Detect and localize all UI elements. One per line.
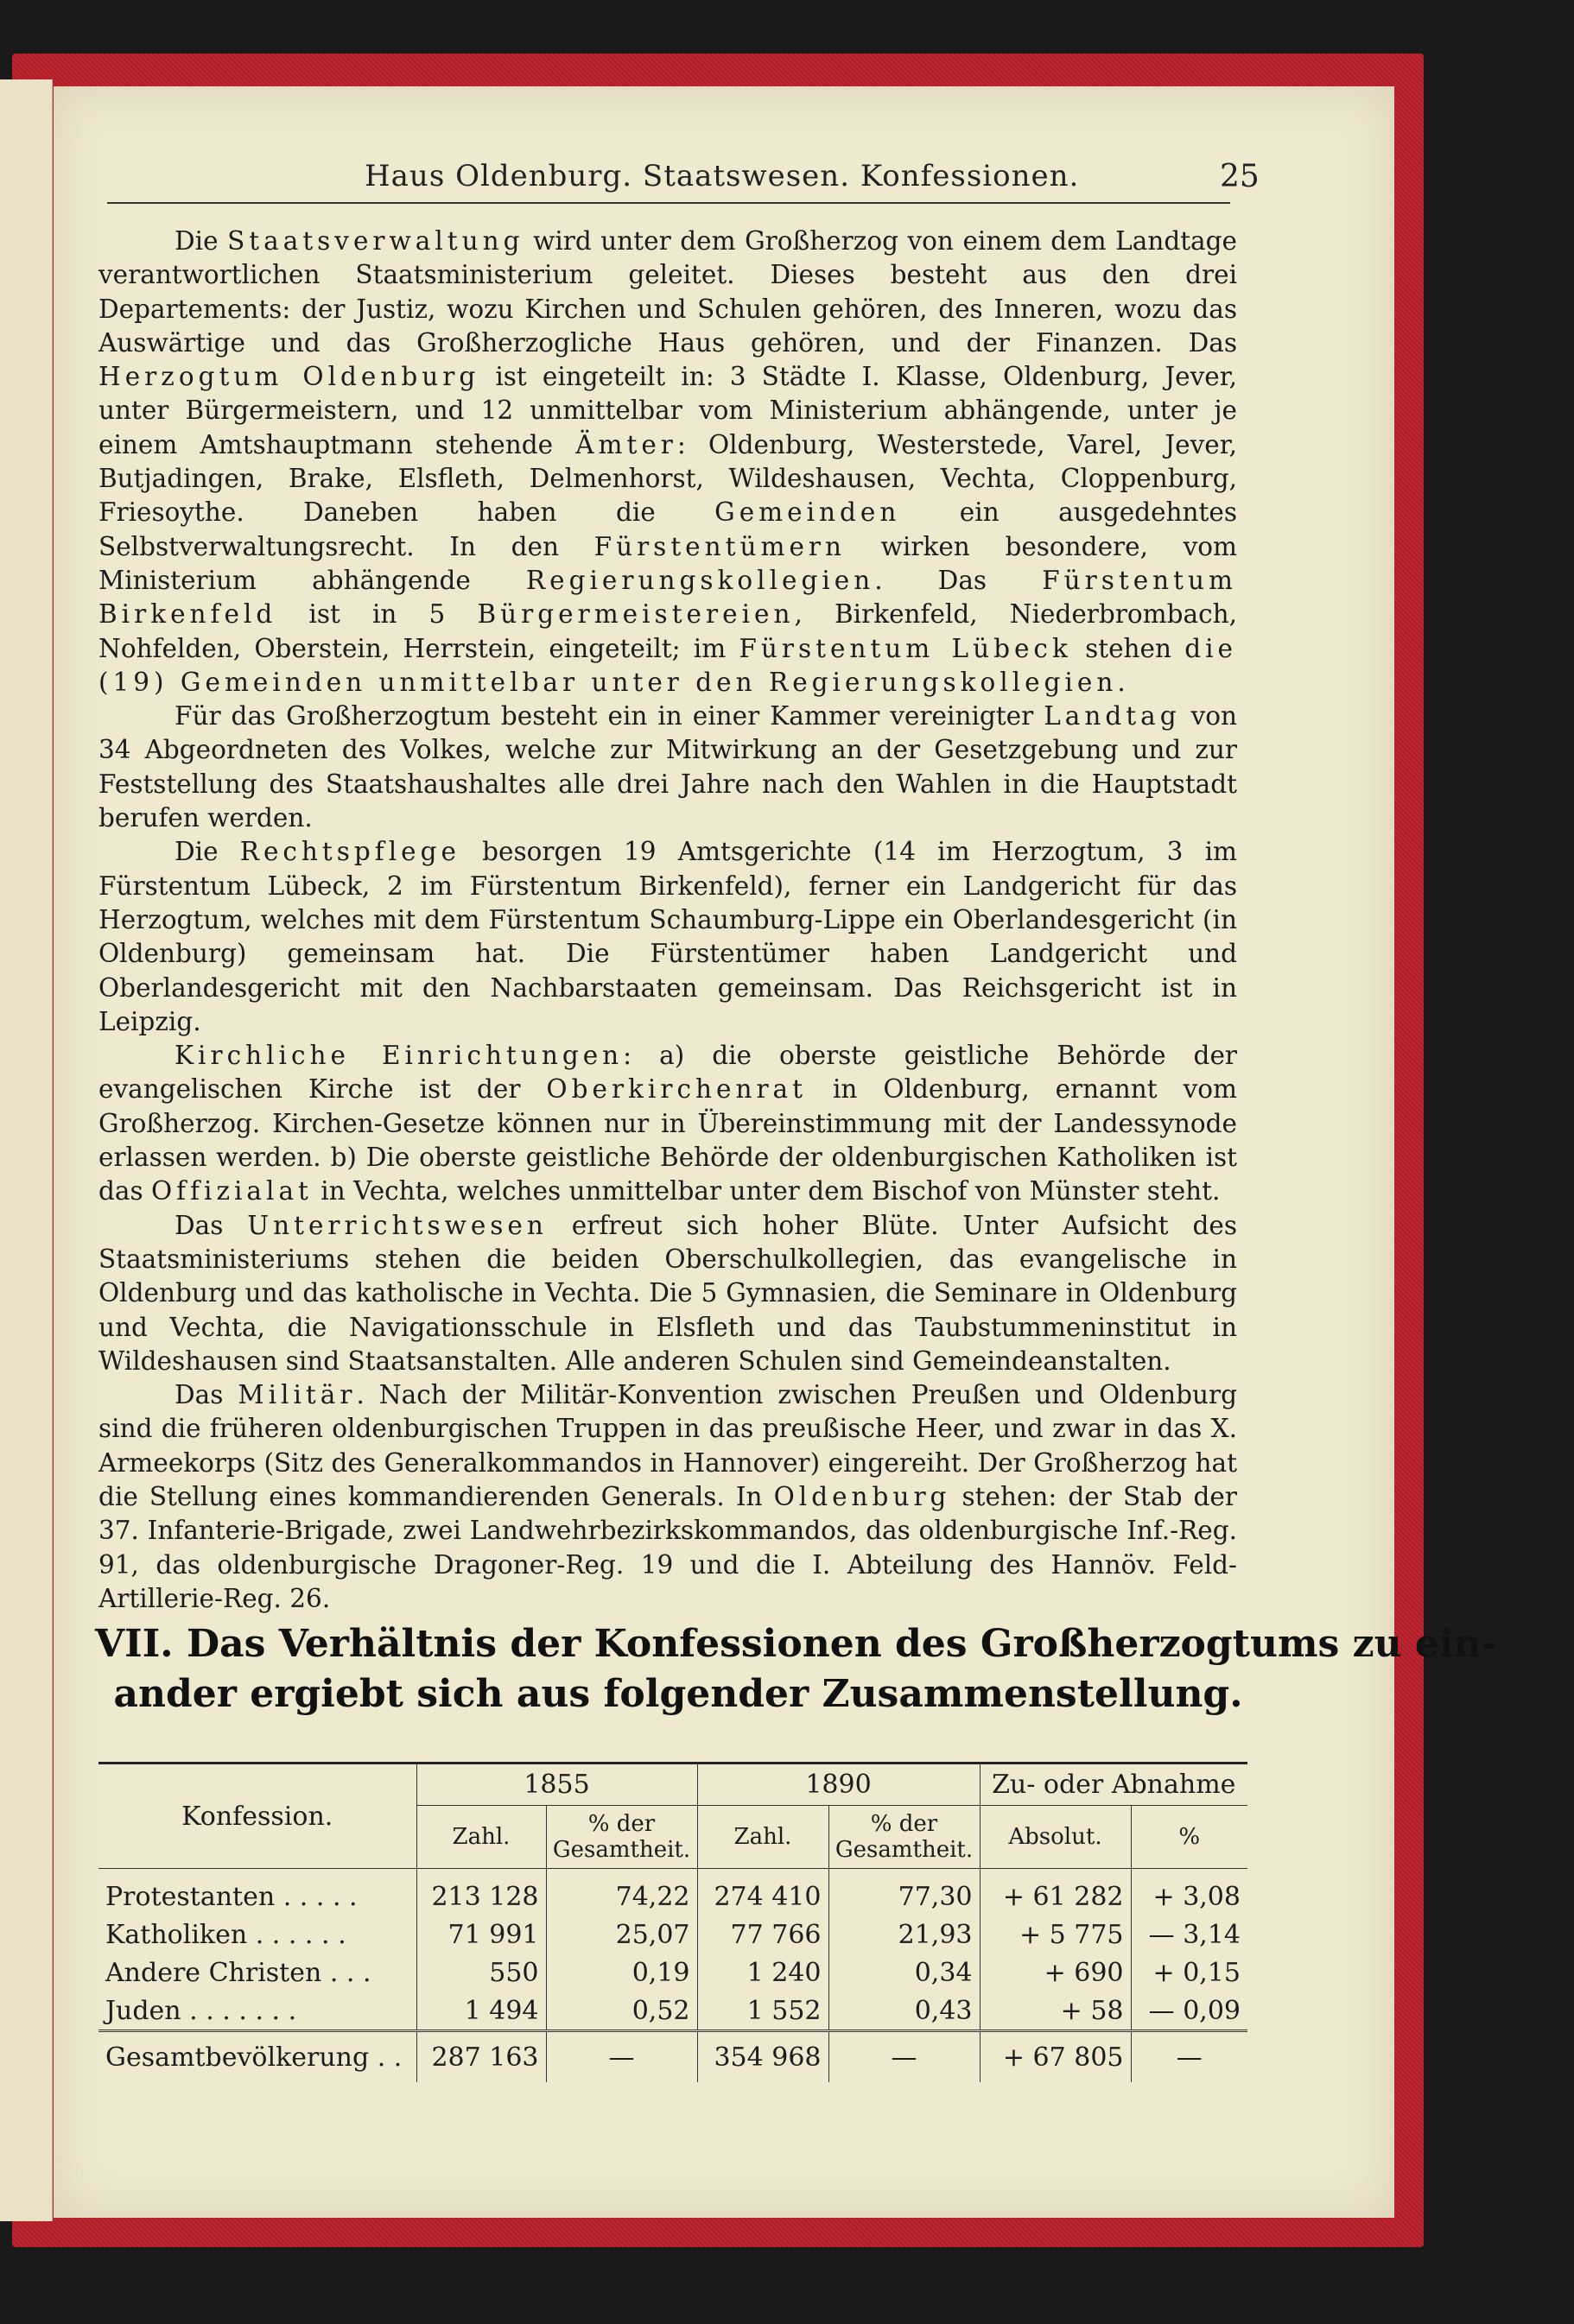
- paragraph: [98, 1378, 1237, 1616]
- text-run: Das: [175, 1210, 248, 1240]
- text-run: : Oldenburg, Westerstede, Varel, Jever, Butjadingen, Brake, Elsfleth, Delmenhorst, Wildeshausen, Vechta, Cloppenburg, Friesoythe. Daneben haben die: [98, 429, 1237, 528]
- text-run: : a) die oberste geistliche Behörde der evangelischen Kirche ist der: [98, 1041, 1238, 1105]
- text-run: Das: [175, 1380, 238, 1410]
- cell-n1855: 1 494: [416, 1992, 546, 2031]
- spaced-emphasis: Fürstentum Lübeck: [739, 633, 1072, 663]
- text-run: wird unter dem Großherzog von einem dem Landtage verantwortlichen Staatsministerium geleitet. Dieses besteht aus den drei Departements: der Justiz, wozu Kirchen und Schulen gehören, des Inneren, wozu das Auswärtige und das Großherzogliche Haus gehören, und der Finanzen. Das: [98, 226, 1237, 358]
- col-1855-zahl: Zahl.: [416, 1806, 546, 1869]
- section-number: VII.: [95, 1622, 174, 1666]
- spaced-emphasis: Kirchliche Einrichtungen: [175, 1041, 624, 1071]
- spaced-emphasis: Oldenburg: [773, 1481, 951, 1511]
- text-run: Für das Großherzogtum besteht ein in einer Kammer vereinigter: [175, 701, 1044, 731]
- spaced-emphasis: Herzogtum Oldenburg: [98, 362, 480, 392]
- section-heading: [95, 1619, 1497, 1719]
- paragraph: [98, 1209, 1237, 1378]
- text-run: , Birkenfeld, Niederbrombach, Nohfelden, Oberstein, Herrstein, eingeteilt; im: [98, 599, 1237, 663]
- col-1890-pct: % der Gesamtheit.: [828, 1806, 980, 1869]
- cell-abs: + 58: [980, 1992, 1131, 2031]
- cell-n1855: 550: [416, 1954, 546, 1992]
- cell-n1855: 213 128: [416, 1869, 546, 1916]
- text-run: von 34 Abgeordneten des Volkes, welche zur Mitwirkung an der Gesetzgebung und zur Feststellung des Staatshaushaltes alle drei Jahre nach den Wahlen in die Hauptstadt berufen werden.: [98, 701, 1237, 833]
- spaced-emphasis: Fürstentum Birkenfeld: [98, 565, 1237, 630]
- header-title: Haus Oldenburg. Staatswesen. Konfessionen.: [365, 159, 1080, 193]
- body-text: [98, 225, 1237, 1616]
- paragraph: [98, 225, 1237, 700]
- spaced-emphasis: Offizialat: [151, 1176, 313, 1206]
- row-name: Protestanten . . . . .: [98, 1869, 416, 1916]
- cell-pct: — 0,09: [1131, 1992, 1247, 2031]
- book-page: [54, 86, 1497, 2218]
- text-run: wirken besondere, vom Ministerium abhängende: [98, 531, 1238, 595]
- cell-n1890: 274 410: [697, 1869, 828, 1916]
- text-run: ist eingeteilt in: 3 Städte I. Klasse, Oldenburg, Jever, unter Bürgermeistern, und 12 unmittelbar vom Ministerium abhängende, unter je einem Amtshauptmann stehende: [98, 362, 1237, 459]
- col-1855: 1855: [416, 1764, 697, 1806]
- total-pct: —: [1131, 2031, 1247, 2083]
- text-run: Die: [175, 837, 240, 867]
- page-number: 25: [1220, 159, 1260, 194]
- spaced-emphasis: Landtag: [1044, 701, 1181, 731]
- spaced-emphasis: Militär: [238, 1380, 357, 1410]
- cell-p1890: 0,34: [828, 1954, 980, 1992]
- cell-abs: + 690: [980, 1954, 1131, 1992]
- cell-p1890: 0,43: [828, 1992, 980, 2031]
- total-name: Gesamtbevölkerung . .: [98, 2031, 416, 2083]
- spaced-emphasis: Unterrichtswesen: [247, 1210, 548, 1240]
- cell-p1855: 0,19: [546, 1954, 697, 1992]
- left-page-edge: [0, 79, 53, 2221]
- cell-p1855: 0,52: [546, 1992, 697, 2031]
- text-run: . Nach der Militär-Konvention zwischen Preußen und Oldenburg sind die früheren oldenburgischen Truppen in das preußische Heer, und zwar in das X. Armeekorps (Sitz des Generalkommandos in Hannover) eingereiht. Der Großherzog hat die Stellung eines kommandierenden Generals. In: [98, 1380, 1237, 1511]
- text-run: in Oldenburg, ernannt vom Großherzog. Kirchen-Gesetze können nur in Übereinstimmung mit der Landessynode erlassen werden. b) Die oberste geistliche Behörde der oldenburgischen Katholiken ist das: [98, 1074, 1237, 1206]
- paragraph: [98, 700, 1237, 835]
- cell-abs: + 5 775: [980, 1916, 1131, 1954]
- cell-n1890: 1 240: [697, 1954, 828, 1992]
- table-header-row-1: [98, 1764, 1247, 1806]
- table-row: [98, 1954, 1247, 1992]
- total-n1890: 354 968: [697, 2031, 828, 2083]
- paragraph: [98, 835, 1237, 1039]
- spaced-emphasis: Regierungskollegien: [525, 565, 875, 595]
- text-run: ist in 5: [276, 599, 478, 630]
- total-p1890: —: [828, 2031, 980, 2083]
- row-name: Juden . . . . . . .: [98, 1992, 416, 2031]
- col-konfession: Konfession.: [98, 1764, 416, 1869]
- spaced-emphasis: Gemeinden: [714, 497, 901, 528]
- section-title-line-1: Das Verhältnis der Konfessionen des Großherzogtums zu ein-: [186, 1622, 1497, 1666]
- running-header: [54, 159, 1394, 207]
- text-run: stehen: der Stab der 37. Infanterie-Brigade, zwei Landwehrbezirkskommandos, das oldenburgische Inf.-Reg. 91, das oldenburgische Dragoner-Reg. 19 und die I. Abteilung des Hannöv. Feld-Artillerie-Reg. 26.: [98, 1481, 1237, 1613]
- col-change: Zu- oder Abnahme: [980, 1764, 1247, 1806]
- cell-pct: — 3,14: [1131, 1916, 1247, 1954]
- text-run: in Vechta, welches unmittelbar unter dem Bischof von Münster steht.: [312, 1176, 1221, 1206]
- cell-pct: + 0,15: [1131, 1954, 1247, 1992]
- text-run: . Das: [874, 565, 1043, 595]
- cell-abs: + 61 282: [980, 1869, 1131, 1916]
- text-run: besorgen 19 Amtsgerichte (14 im Herzogtum, 3 im Fürstentum Lübeck, 2 im Fürstentum Birkenfeld), ferner ein Landgericht für das Herzogtum, welches mit dem Fürstentum Schaumburg-Lippe ein Oberlandesgericht (in Oldenburg) gemeinsam hat. Die Fürstentümer haben Landgericht und Oberlandesgericht mit den Nachbarstaaten gemeinsam. Das Reichsgericht ist in Leipzig.: [98, 837, 1237, 1036]
- text-run: .: [1117, 667, 1126, 697]
- spaced-emphasis: Ämter: [575, 429, 677, 459]
- spaced-emphasis: die (19) Gemeinden unmittelbar unter den Regierungskollegien: [98, 633, 1237, 697]
- spaced-emphasis: Staatsverwaltung: [227, 226, 524, 256]
- paragraph: [98, 1039, 1237, 1208]
- header-rule: [107, 202, 1230, 204]
- row-name: Andere Christen . . .: [98, 1954, 416, 1992]
- spaced-emphasis: Fürstentümern: [593, 531, 847, 561]
- total-p1855: —: [546, 2031, 697, 2083]
- cell-p1890: 77,30: [828, 1869, 980, 1916]
- cell-p1855: 74,22: [546, 1869, 697, 1916]
- total-n1855: 287 163: [416, 2031, 546, 2083]
- col-absolut: Absolut.: [980, 1806, 1131, 1869]
- cell-p1890: 21,93: [828, 1916, 980, 1954]
- col-pct-change: %: [1131, 1806, 1247, 1869]
- text-run: ein ausgedehntes Selbstverwaltungsrecht. In den: [98, 497, 1237, 561]
- section-heading-line-1: [95, 1619, 1497, 1669]
- spaced-emphasis: Bürgermeistereien: [477, 599, 795, 630]
- spaced-emphasis: Oberkirchenrat: [546, 1074, 807, 1105]
- confession-table: [98, 1762, 1247, 2082]
- text-run: stehen: [1071, 633, 1185, 663]
- row-name: Katholiken . . . . . .: [98, 1916, 416, 1954]
- spaced-emphasis: Rechtspflege: [239, 837, 460, 867]
- col-1855-pct: % der Gesamtheit.: [546, 1806, 697, 1869]
- table-row: [98, 1869, 1247, 1916]
- cell-n1855: 71 991: [416, 1916, 546, 1954]
- cell-pct: + 3,08: [1131, 1869, 1247, 1916]
- col-1890: 1890: [697, 1764, 980, 1806]
- table-row: [98, 1916, 1247, 1954]
- cell-n1890: 1 552: [697, 1992, 828, 2031]
- table-total-row: [98, 2031, 1247, 2083]
- col-1890-zahl: Zahl.: [697, 1806, 828, 1869]
- total-abs: + 67 805: [980, 2031, 1131, 2083]
- cell-n1890: 77 766: [697, 1916, 828, 1954]
- cell-p1855: 25,07: [546, 1916, 697, 1954]
- section-title-line-2: ander ergiebt sich aus folgender Zusammenstellung.: [113, 1672, 1243, 1716]
- text-run: Die: [175, 226, 228, 256]
- text-run: erfreut sich hoher Blüte. Unter Aufsicht des Staatsministeriums stehen die beiden Oberschulkollegien, das evangelische in Oldenburg und das katholische in Vechta. Die 5 Gymnasien, die Seminare in Oldenburg und Vechta, die Navigationsschule in Elsfleth und das Taubstummeninstitut in Wildeshausen sind Staatsanstalten. Alle anderen Schulen sind Gemeindeanstalten.: [98, 1210, 1237, 1376]
- table-row: [98, 1992, 1247, 2031]
